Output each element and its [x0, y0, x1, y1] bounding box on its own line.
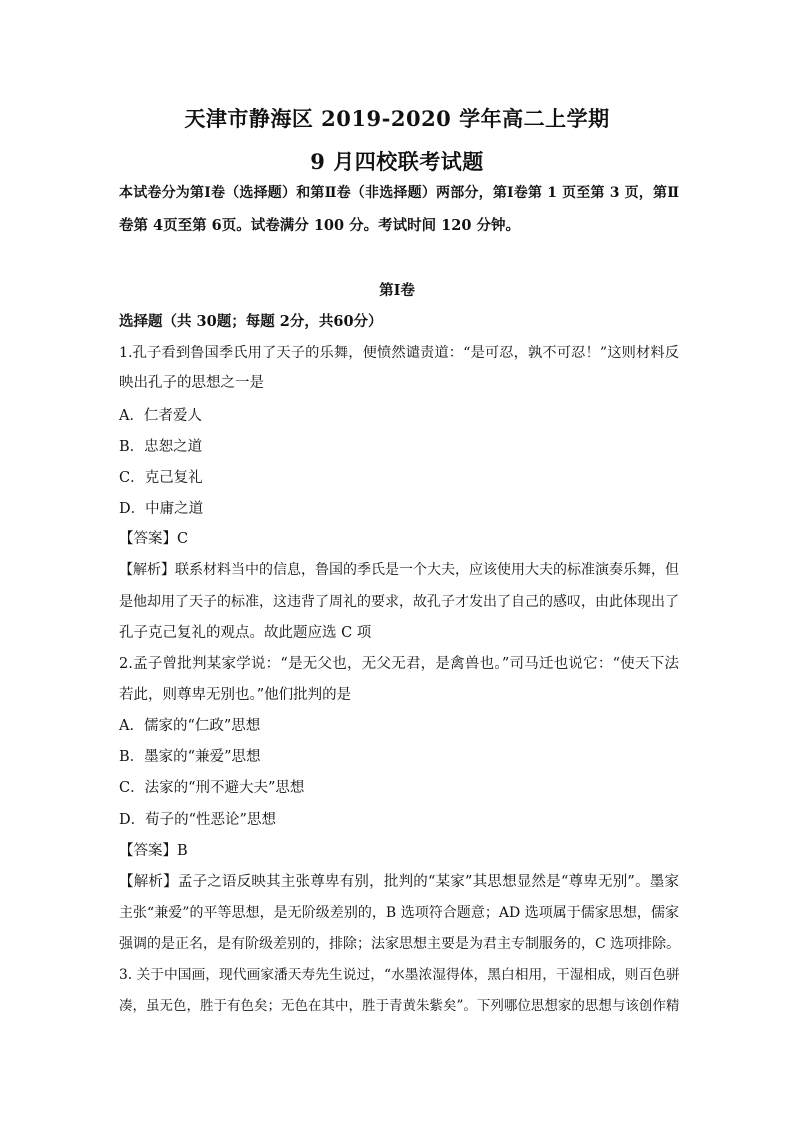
analysis-line: 【解析】孟子之语反映其主张尊卑有别，批判的“某家”其思想显然是“尊卑无别”。墨家	[119, 874, 679, 890]
analysis-line: 是他却用了天子的标准，这违背了周礼的要求，故孔子才发出了自己的感叹，由此体现出了	[119, 594, 679, 610]
section-subheading: 选择题（共 30题；每题 2分，共60分）	[119, 313, 383, 330]
analysis-line: 【解析】联系材料当中的信息，鲁国的季氏是一个大夫，应该使用大夫的标准演奏乐舞，但	[119, 562, 679, 578]
question-stem: 1.孔子看到鲁国季氏用了天子的乐舞，便愤然谴责道：“是可忍，孰不可忍！”这则材料反	[119, 345, 679, 361]
question-stem: 若此，则尊卑无别也。”他们批判的是	[119, 687, 352, 703]
option-b: B．忠恕之道	[119, 439, 203, 455]
option-d: D．中庸之道	[119, 501, 204, 517]
answer: 【答案】C	[119, 531, 189, 547]
document-title: 天津市静海区 2019-2020 学年高二上学期	[184, 106, 610, 131]
option-a: A．仁者爱人	[119, 408, 202, 424]
option-b: B．墨家的“兼爱”思想	[119, 749, 261, 765]
intro-line: 本试卷分为第Ⅰ卷（选择题）和第Ⅱ卷（非选择题）两部分，第Ⅰ卷第 1 页至第 3 页，第Ⅱ	[119, 185, 679, 201]
question-stem: 凑，虽无色，胜于有色矣；无色在其中，胜于青黄朱紫矣”。下列哪位思想家的思想与该创作精	[119, 998, 680, 1014]
analysis-line: 主张“兼爱”的平等思想，是无阶级差别的，B 选项符合题意；AD 选项属于儒家思想，儒家	[119, 905, 679, 921]
option-c: C．法家的“刑不避大夫”思想	[119, 780, 305, 796]
document-subtitle: 9 月四校联考试题	[310, 149, 484, 174]
option-d: D．荀子的“性恶论”思想	[119, 812, 276, 828]
question-stem: 映出孔子的思想之一是	[119, 375, 264, 391]
question-stem: 3. 关于中国画，现代画家潘天寿先生说过，“水墨浓湿得体，黑白相用，干湿相成，则百色骈	[119, 967, 680, 983]
section-heading: 第Ⅰ卷	[379, 282, 415, 299]
intro-line: 卷第 4页至第 6页。试卷满分 100 分。考试时间 120 分钟。	[119, 217, 520, 234]
analysis-line: 强调的是正名，是有阶级差别的，排除；法家思想主要是为君主专制服务的，C 选项排除。	[119, 936, 681, 952]
question-stem: 2.孟子曾批判某家学说：“是无父也，无父无君，是禽兽也。”司马迁也说它：“使天下法	[119, 656, 679, 672]
answer: 【答案】B	[119, 843, 188, 859]
option-a: A．儒家的“仁政”思想	[119, 718, 261, 734]
option-c: C．克己复礼	[119, 470, 203, 486]
analysis-line: 孔子克己复礼的观点。故此题应选 C 项	[119, 625, 372, 641]
